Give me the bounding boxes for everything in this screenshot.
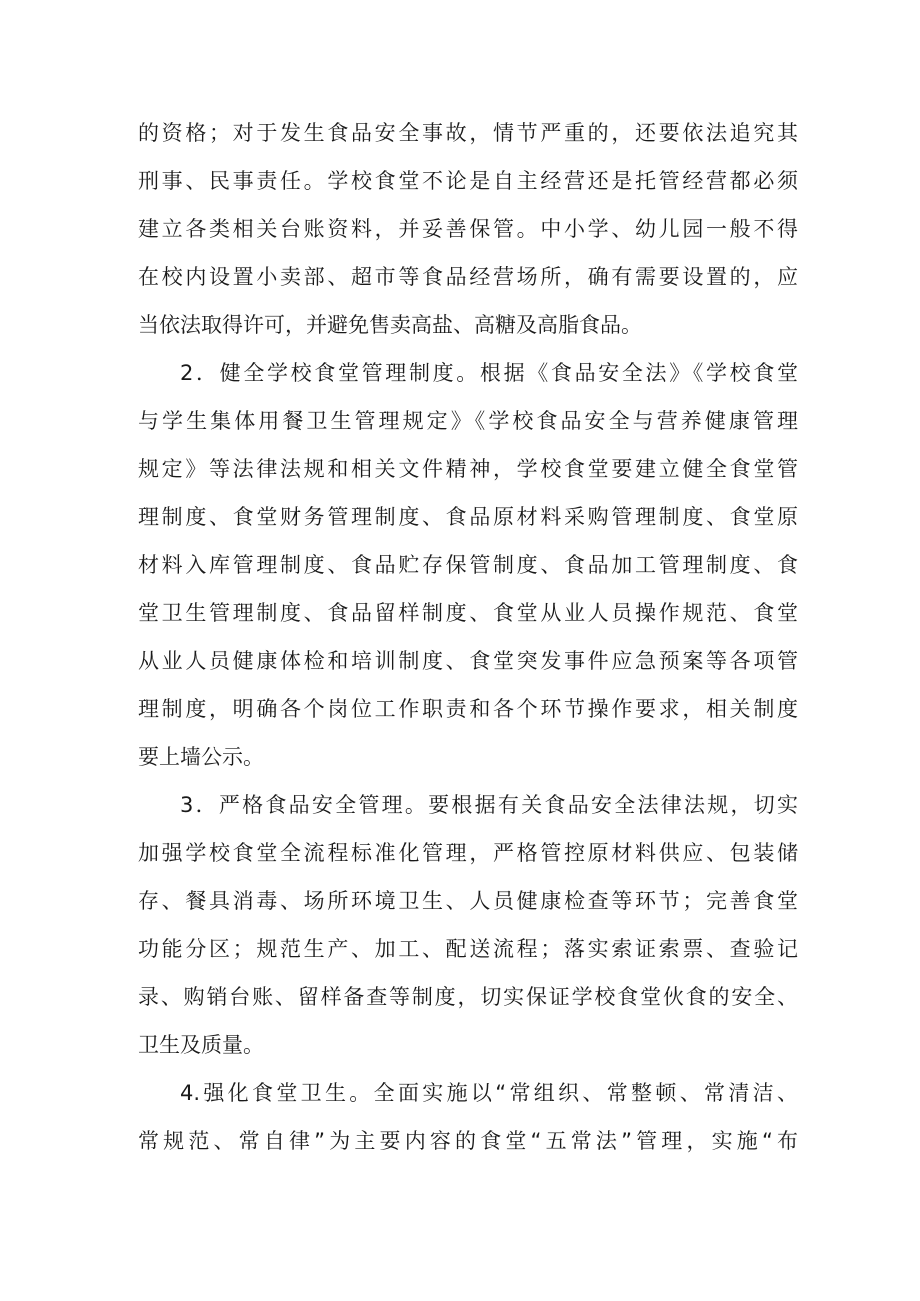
text-line: 常规范、常自律”为主要内容的食堂“五常法”管理，实施“布 (138, 1129, 798, 1153)
paragraph-2-first-line: 2．健全学校食堂管理制度。根据《食品安全法》《学校食堂 (180, 361, 798, 385)
text-line: 录、购销台账、留样备查等制度，切实保证学校食堂伙食的安全、 (138, 985, 798, 1009)
text-line: 当依法取得许可，并避免售卖高盐、高糖及高脂食品。 (138, 313, 642, 337)
text-line: 理制度、食堂财务管理制度、食品原材料采购管理制度、食堂原 (138, 505, 798, 529)
text-line: 建立各类相关台账资料，并妥善保管。中小学、幼儿园一般不得 (138, 217, 798, 241)
text-line: 存、餐具消毒、场所环境卫生、人员健康检查等环节；完善食堂 (138, 889, 798, 913)
text-line: 加强学校食堂全流程标准化管理，严格管控原材料供应、包装储 (138, 841, 798, 865)
text-line: 刑事、民事责任。学校食堂不论是自主经营还是托管经营都必须 (138, 169, 798, 193)
text-line: 堂卫生管理制度、食品留样制度、食堂从业人员操作规范、食堂 (138, 601, 798, 625)
text-line: 理制度，明确各个岗位工作职责和各个环节操作要求，相关制度 (138, 697, 798, 721)
text-line: 卫生及质量。 (138, 1033, 264, 1057)
text-line: 功能分区；规范生产、加工、配送流程；落实索证索票、查验记 (138, 937, 798, 961)
text-line: 要上墙公示。 (138, 745, 264, 769)
text-line: 规定》等法律法规和相关文件精神，学校食堂要建立健全食堂管 (138, 457, 798, 481)
paragraph-3-first-line: 3．严格食品安全管理。要根据有关食品安全法律法规，切实 (180, 793, 798, 817)
text-line: 与学生集体用餐卫生管理规定》《学校食品安全与营养健康管理 (138, 409, 798, 433)
text-line: 在校内设置小卖部、超市等食品经营场所，确有需要设置的，应 (138, 265, 798, 289)
text-line: 从业人员健康体检和培训制度、食堂突发事件应急预案等各项管 (138, 649, 798, 673)
text-line: 的资格；对于发生食品安全事故，情节严重的，还要依法追究其 (138, 121, 798, 145)
paragraph-4-first-line: 4.强化食堂卫生。全面实施以“常组织、常整顿、常清洁、 (180, 1081, 798, 1105)
text-line: 材料入库管理制度、食品贮存保管制度、食品加工管理制度、食 (138, 553, 798, 577)
